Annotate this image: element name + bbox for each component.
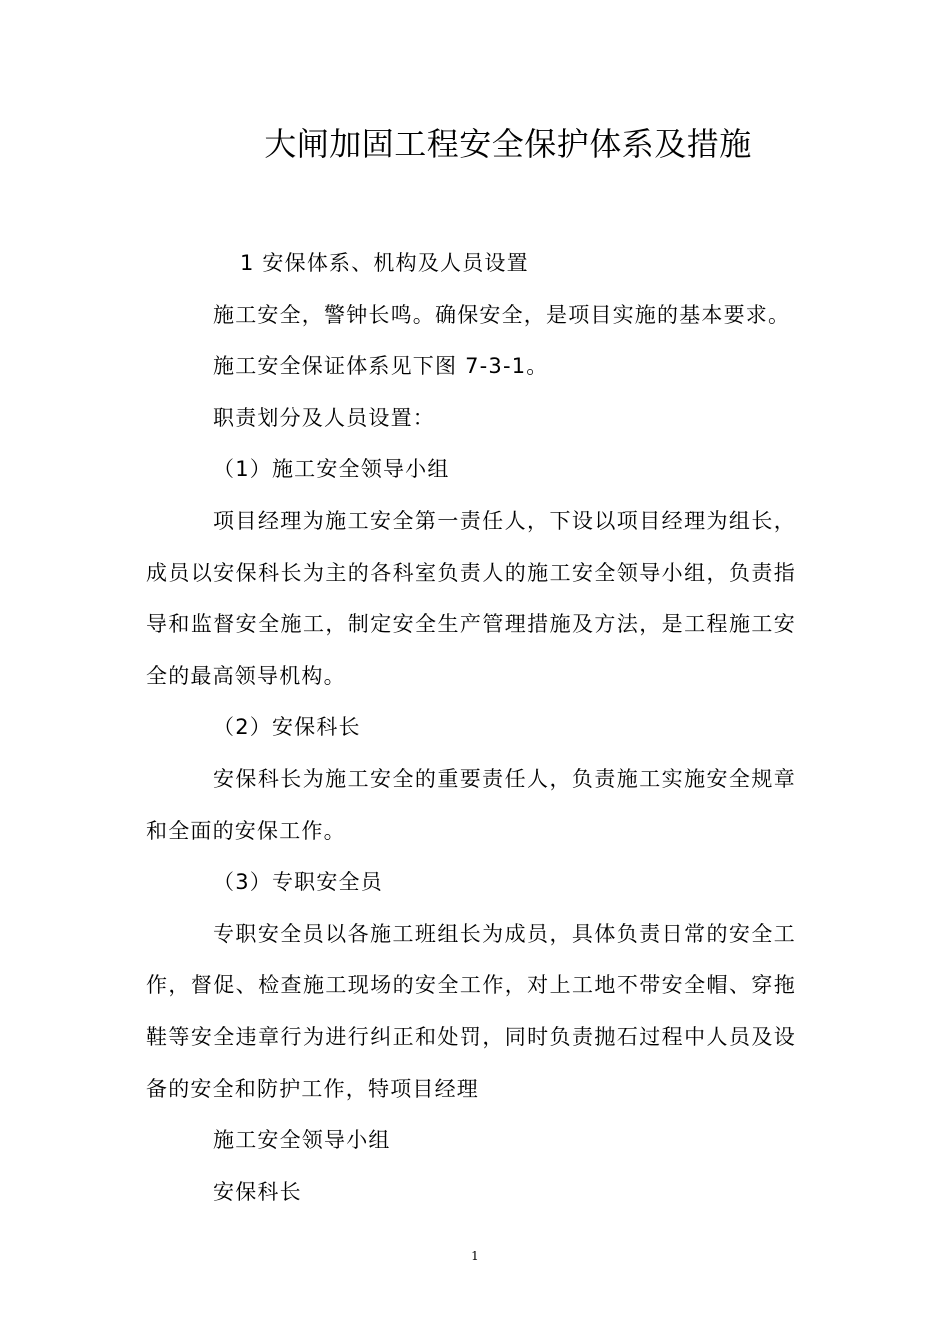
page-number: 1: [471, 1249, 479, 1263]
section-heading: 1 安保体系、机构及人员设置: [240, 251, 529, 275]
document-title: 大闸加固工程安全保护体系及措施: [264, 125, 752, 163]
subsection-heading: （1）施工安全领导小组: [213, 457, 450, 482]
document-body: [146, 238, 796, 1218]
paragraph: 施工安全保证体系见下图 7-3-1。: [213, 354, 549, 379]
subsection-heading: （2）安保科长: [213, 715, 361, 740]
paragraph: 安保科长: [213, 1179, 302, 1204]
paragraph: 职责划分及人员设置：: [213, 405, 435, 430]
paragraph: 项目经理为施工安全第一责任人，下设以项目经理为组长，成员以安保科长为主的各科室负责人的施工安全领导小组，负责指导和监督安全施工，制定安全生产管理措施及方法，是工程施工安全的最高领导机构。: [146, 508, 796, 688]
paragraph: 安保科长为施工安全的重要责任人，负责施工实施安全规章和全面的安保工作。: [146, 766, 796, 843]
paragraph: 施工安全，警钟长鸣。确保安全，是项目实施的基本要求。: [213, 302, 791, 327]
subsection-heading: （3）专职安全员: [213, 870, 383, 895]
paragraph: 施工安全领导小组: [213, 1128, 391, 1153]
paragraph: 专职安全员以各施工班组长为成员，具体负责日常的安全工作，督促、检查施工现场的安全工作，对上工地不带安全帽、穿拖鞋等安全违章行为进行纠正和处罚，同时负责抛石过程中人员及设备的安全和防护工作，特项目经理: [146, 921, 796, 1101]
